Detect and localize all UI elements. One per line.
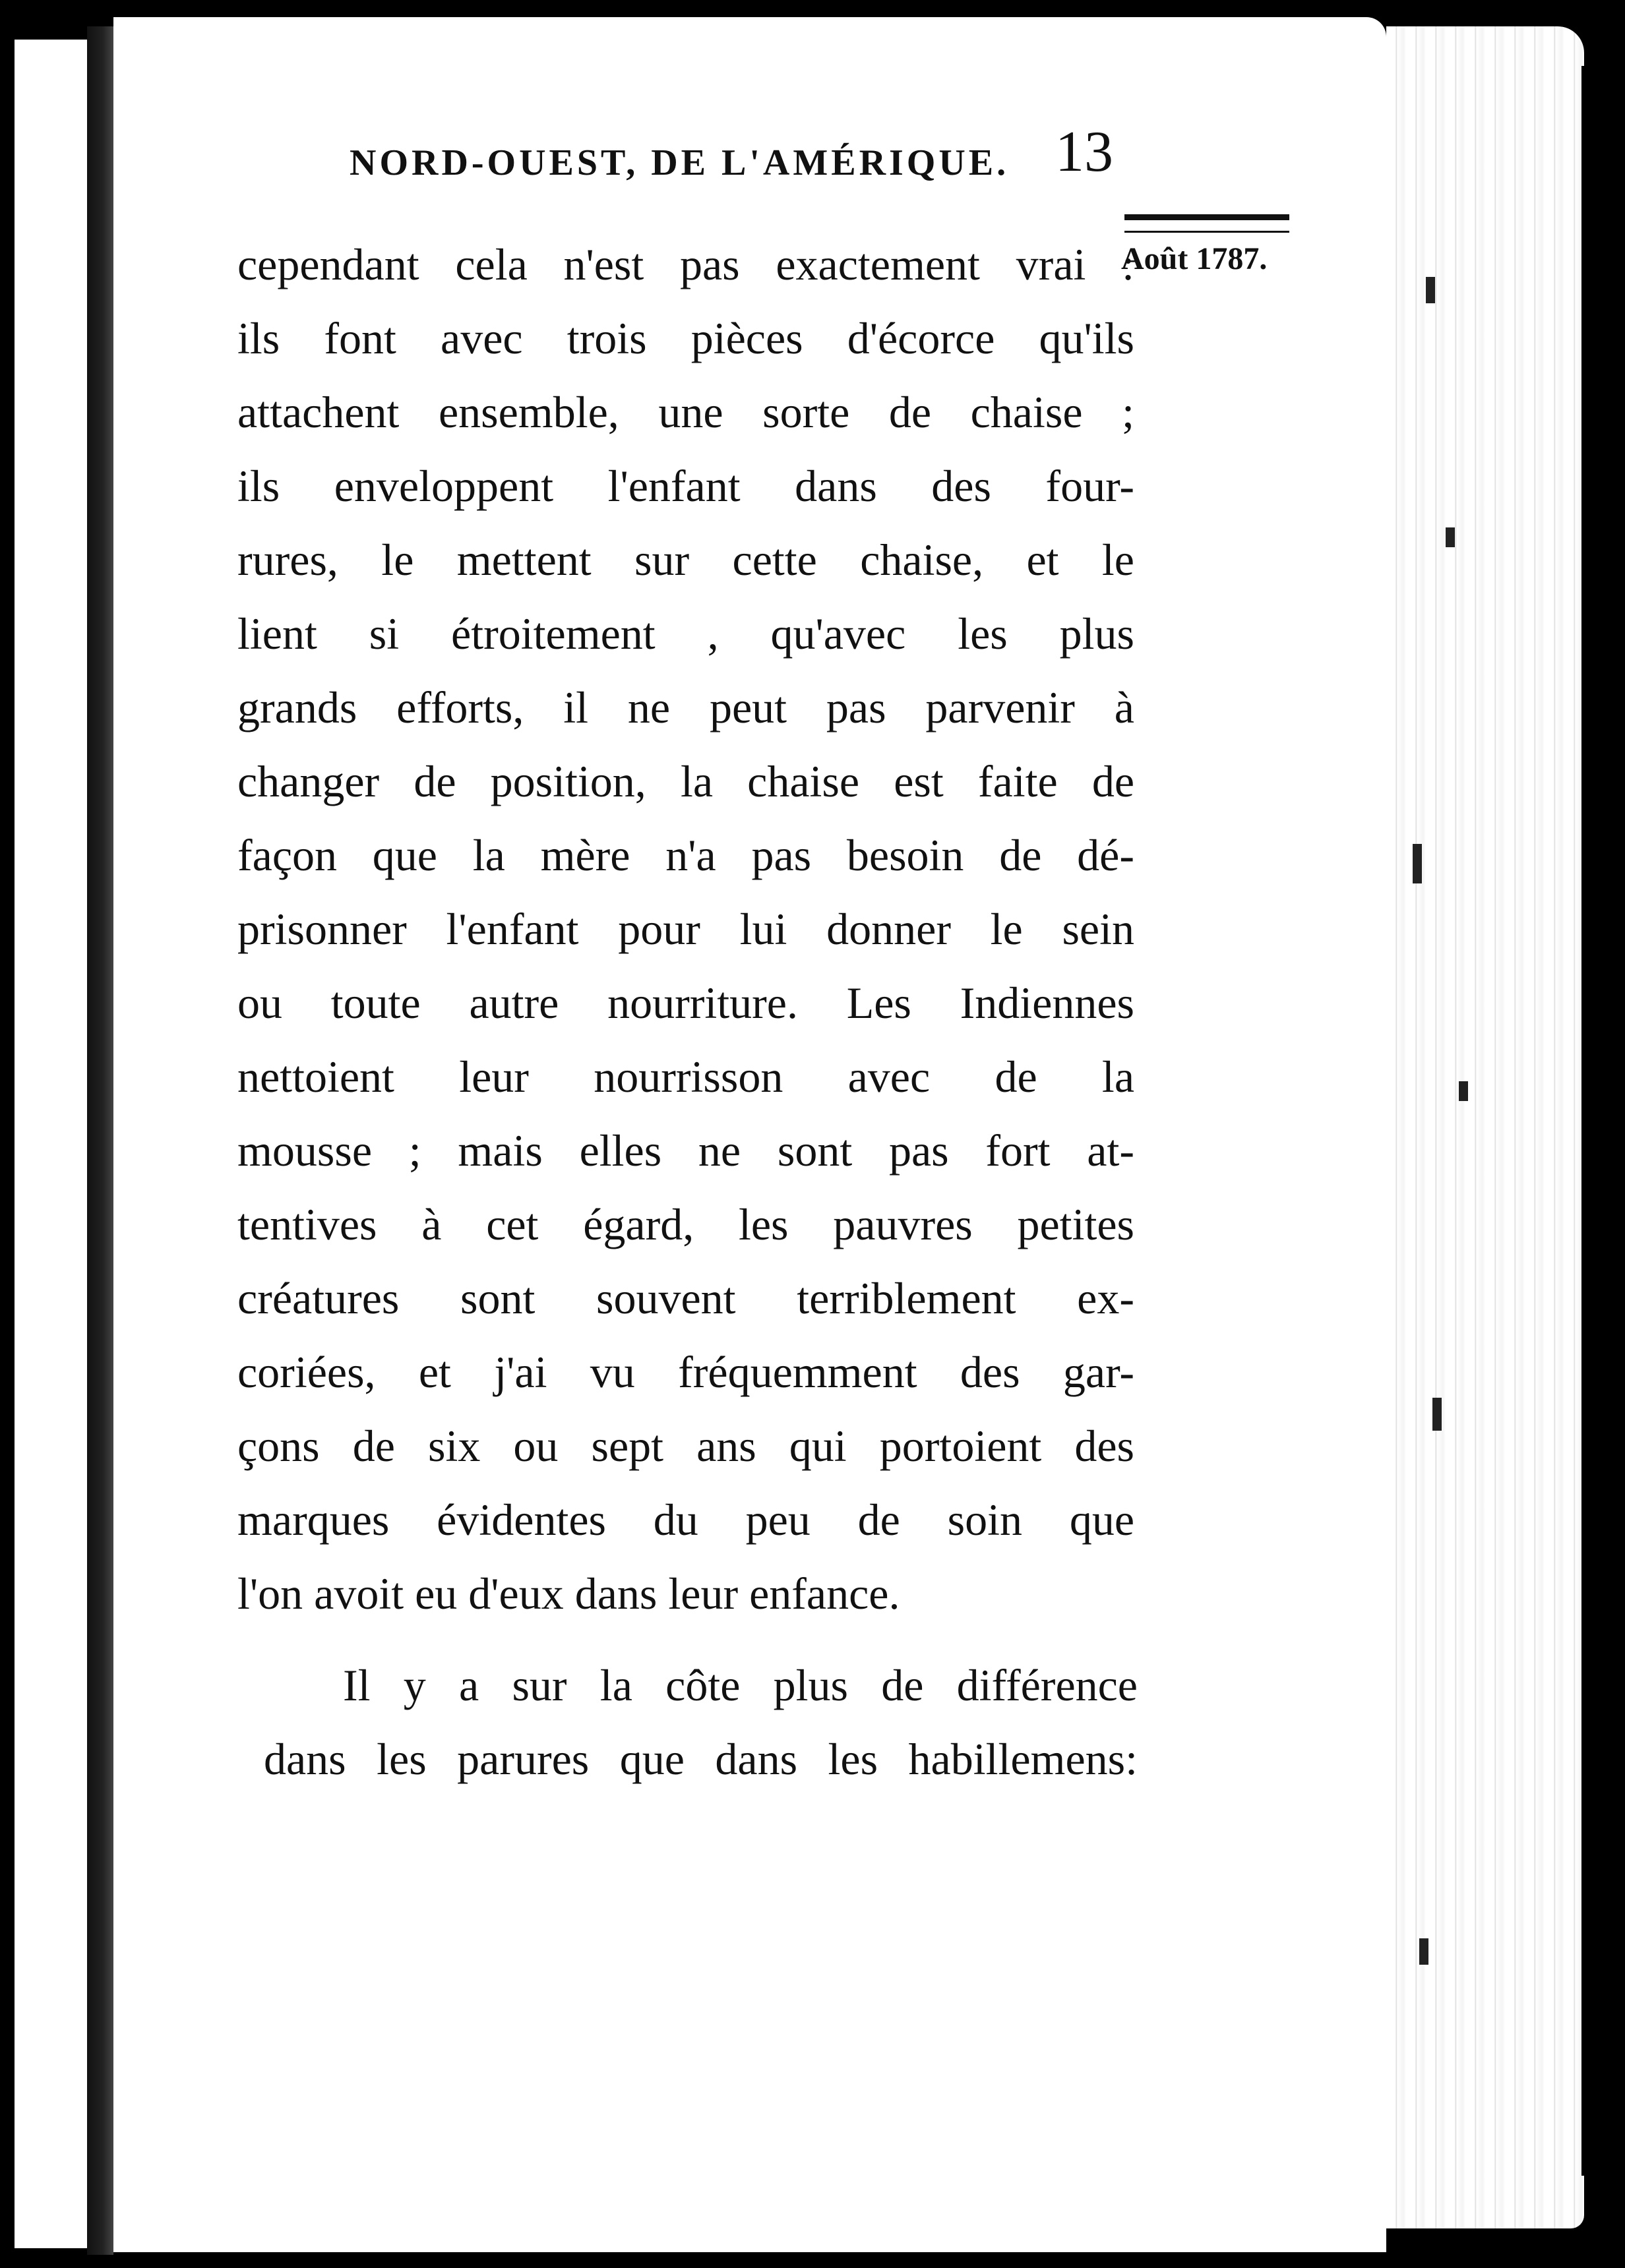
edge-mark [1446, 527, 1455, 547]
text-line: ils enveloppent l'enfant dans des four- [237, 461, 1134, 511]
text-line: marques évidentes du peu de soin que [237, 1495, 1134, 1545]
margin-date-note: Août 1787. [1121, 241, 1268, 276]
paragraph-2 [264, 1648, 1138, 1796]
edge-mark [1413, 844, 1422, 883]
page-stack-edges [1386, 26, 1584, 2228]
text-line: attachent ensemble, une sorte de chaise ; [237, 387, 1134, 437]
text-line: cependant cela n'est pas exactement vrai : [237, 239, 1134, 289]
running-head: NORD-OUEST, DE L'AMÉRIQUE. [350, 142, 1010, 183]
text-line: l'on avoit eu d'eux dans leur enfance. [237, 1568, 900, 1619]
previous-page-edge [15, 40, 87, 2248]
text-line: rures, le mettent sur cette chaise, et le [237, 535, 1134, 585]
edge-mark [1459, 1081, 1468, 1101]
edge-mark [1432, 1398, 1442, 1431]
text-line: façon que la mère n'a pas besoin de dé- [237, 830, 1134, 880]
edge-mark [1426, 277, 1435, 303]
text-line: ou toute autre nourriture. Les Indiennes [237, 978, 1134, 1028]
paragraph-1 [237, 227, 1134, 1630]
page-number: 13 [1055, 120, 1113, 184]
margin-rule [1124, 214, 1289, 233]
text-line: ils font avec trois pièces d'écorce qu'ils [237, 313, 1134, 363]
text-line: nettoient leur nourrisson avec de la [237, 1052, 1134, 1102]
text-line: prisonner l'enfant pour lui donner le sein [237, 904, 1134, 954]
text-line: mousse ; mais elles ne sont pas fort at- [237, 1125, 1134, 1176]
text-line: dans les parures que dans les habillemens: [264, 1734, 1138, 1784]
text-line: lient si étroitement , qu'avec les plus [237, 609, 1134, 659]
text-line: Il y a sur la côte plus de différence [343, 1660, 1138, 1710]
edge-mark [1419, 1938, 1428, 1965]
text-line: grands efforts, il ne peut pas parvenir à [237, 682, 1134, 732]
text-line: coriées, et j'ai vu fréquemment des gar- [237, 1347, 1134, 1397]
text-line: changer de position, la chaise est faite de [237, 756, 1134, 806]
text-line: créatures sont souvent terriblement ex- [237, 1273, 1134, 1323]
book-gutter [87, 26, 113, 2255]
text-line: çons de six ou sept ans qui portoient des [237, 1421, 1134, 1471]
text-line: tentives à cet égard, les pauvres petites [237, 1199, 1134, 1249]
